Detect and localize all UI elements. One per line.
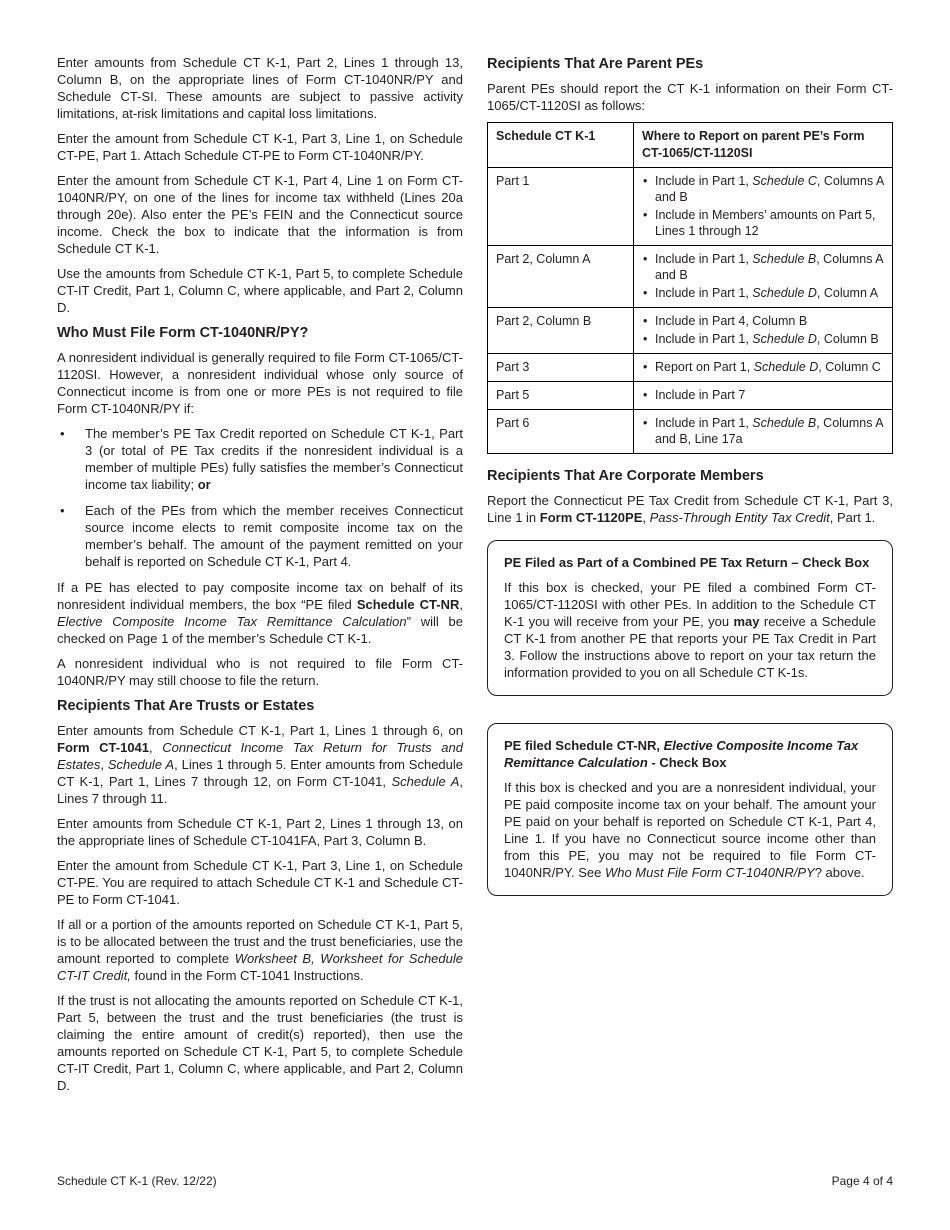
paragraph-trusts-part3: Enter the amount from Schedule CT K-1, Part 3, Line 1, on Schedule CT-PE. You are required to attach Schedule CT K-1 and Schedule CT-PE to Form CT-1041. bbox=[57, 858, 463, 907]
table-bullet-item: • Include in Part 4, Column B bbox=[642, 313, 884, 329]
bullet-item-pe-tax-credit: • The member’s PE Tax Credit reported on Schedule CT K-1, Part 3 (or total of PE Tax credits if the nonresident individual is a member of multiple PEs) fully satisfies the member’s Connecticut income tax liability; or bbox=[57, 425, 463, 493]
table-bullet-item: • Include in Part 1, Schedule D, Column B bbox=[642, 331, 884, 347]
table-bullet-item: • Include in Part 1, Schedule B, Columns A and B, Line 17a bbox=[642, 415, 884, 447]
table-row bbox=[488, 410, 893, 454]
paragraph-pe-filed-ct-nr: If a PE has elected to pay composite income tax on behalf of its nonresident individual members, the box “PE filed Schedule CT-NR, Elective Composite Income Tax Remittance Calculation” will be checked on Page 1 of the member’s Schedule CT K-1. bbox=[57, 580, 464, 646]
paragraph-corporate-members: Report the Connecticut PE Tax Credit from Schedule CT K-1, Part 3, Line 1 in Form CT-1120PE, Pass-Through Entity Tax Credit, Part 1. bbox=[487, 493, 893, 525]
section-heading-trusts-estates: Recipients That Are Trusts or Estates bbox=[57, 698, 315, 714]
paragraph-ct1040-part5: Use the amounts from Schedule CT K-1, Part 5, to complete Schedule CT-IT Credit, Part 1, Column C, where applicable, and Part 2, Column D. bbox=[57, 266, 463, 315]
page-footer bbox=[57, 1174, 893, 1188]
table-cell-bullet-list bbox=[642, 387, 884, 403]
table-row bbox=[488, 168, 893, 246]
paragraph-parent-pes-intro: Parent PEs should report the CT K-1 information on their Form CT-1065/CT-1120SI as follows: bbox=[487, 81, 893, 113]
reporting-table bbox=[487, 122, 893, 454]
table-cell-report bbox=[634, 382, 893, 410]
callout-combined-title: PE Filed as Part of a Combined PE Tax Return – Check Box bbox=[504, 555, 870, 570]
table-cell-bullet-list bbox=[642, 359, 884, 375]
table-cell-bullet-list bbox=[642, 415, 884, 447]
callout-combined-body: If this box is checked, your PE filed a combined Form CT-1065/CT-1120SI with other PEs. In addition to the Schedule CT K-1 you will receive from your PE, you may receive a Schedule CT K-1 from another PE that reports your PE Tax Credit in Part 3. Follow the instructions above to report on your tax return the information provided to you on all Schedule CT K-1s. bbox=[504, 580, 876, 680]
table-row bbox=[488, 382, 893, 410]
table-cell-bullet-list bbox=[642, 173, 884, 239]
table-header-where-to-report: Where to Report on parent PE’s Form CT-1065/CT-1120SI bbox=[634, 123, 893, 168]
table-cell-part: Part 3 bbox=[488, 354, 634, 382]
table-row bbox=[488, 354, 893, 382]
section-heading-parent-pes: Recipients That Are Parent PEs bbox=[487, 56, 704, 72]
table-cell-report bbox=[634, 410, 893, 454]
table-cell-report bbox=[634, 354, 893, 382]
paragraph-who-must-file-intro: A nonresident individual is generally required to file Form CT-1065/CT-1120SI. However, a nonresident individual whose only source of Connecticut income is from one or more PEs is not required to file Form CT-1040NR/PY if: bbox=[57, 350, 463, 416]
table-row bbox=[488, 246, 893, 308]
table-bullet-item: • Include in Part 1, Schedule B, Columns A and B bbox=[642, 251, 884, 283]
callout-combined-pe-return bbox=[487, 540, 893, 696]
table-cell-part: Part 2, Column A bbox=[488, 246, 634, 308]
reporting-table-head bbox=[488, 123, 893, 168]
section-heading-corporate-members: Recipients That Are Corporate Members bbox=[487, 468, 764, 484]
paragraph-may-still-file: A nonresident individual who is not required to file Form CT-1040NR/PY may still choose to file the return. bbox=[57, 656, 463, 688]
table-header-schedule: Schedule CT K-1 bbox=[488, 123, 634, 168]
paragraph-ct1040-part3: Enter the amount from Schedule CT K-1, Part 3, Line 1, on Schedule CT-PE, Part 1. Attach Schedule CT-PE to Form CT-1040NR/PY. bbox=[57, 131, 463, 163]
table-bullet-item: • Include in Part 1, Schedule C, Columns A and B bbox=[642, 173, 884, 205]
section-heading-who-must-file: Who Must File Form CT-1040NR/PY? bbox=[57, 325, 309, 341]
table-cell-report bbox=[634, 168, 893, 246]
paragraph-trusts-allocated: If all or a portion of the amounts reported on Schedule CT K-1, Part 5, is to be allocated between the trust and the trust beneficiaries, use the amount reported to complete Worksheet B, Worksheet for Schedule CT-IT Credit, found in the Form CT-1041 Instructions. bbox=[57, 917, 463, 983]
table-cell-part: Part 5 bbox=[488, 382, 634, 410]
table-bullet-item: • Include in Part 1, Schedule D, Column A bbox=[642, 285, 884, 301]
table-bullet-item: • Report on Part 1, Schedule D, Column C bbox=[642, 359, 884, 375]
bullet-list-exceptions bbox=[57, 425, 463, 570]
table-cell-bullet-list bbox=[642, 251, 884, 301]
paragraph-trusts-part1: Enter amounts from Schedule CT K-1, Part 1, Lines 1 through 6, on Form CT-1041, Connecticut Income Tax Return for Trusts and Estates, Schedule A, Lines 1 through 5. Enter amounts from Schedule CT K-1, Part 1, Lines 7 through 12, on Form CT-1041, Schedule A, Lines 7 through 11. bbox=[57, 723, 463, 806]
table-bullet-item: • Include in Part 7 bbox=[642, 387, 884, 403]
table-cell-bullet-list bbox=[642, 313, 884, 347]
footer-page-number: Page 4 of 4 bbox=[831, 1174, 893, 1188]
paragraph-trusts-not-allocating: If the trust is not allocating the amounts reported on Schedule CT K-1, Part 5, between the trust and the trust beneficiaries (the trust is claiming the entire amount of credit(s) reported), then use the amounts reported on Schedule CT K-1, Part 5, to complete Schedule CT-IT Credit, Part 1, Column C, where applicable, and Part 2, Column D. bbox=[57, 993, 463, 1093]
callout-ct-nr-checkbox bbox=[487, 723, 893, 896]
table-cell-report bbox=[634, 246, 893, 308]
table-bullet-item: • Include in Members’ amounts on Part 5, Lines 1 through 12 bbox=[642, 207, 884, 239]
right-column bbox=[487, 54, 893, 1102]
table-cell-part: Part 2, Column B bbox=[488, 308, 634, 354]
table-cell-part: Part 6 bbox=[488, 410, 634, 454]
callout-ct-nr-title: PE filed Schedule CT-NR, Elective Composite Income Tax Remittance Calculation - Check Box bbox=[504, 738, 859, 770]
left-column bbox=[57, 54, 463, 1102]
footer-doc-id: Schedule CT K-1 (Rev. 12/22) bbox=[57, 1174, 217, 1188]
table-cell-report bbox=[634, 308, 893, 354]
table-row bbox=[488, 308, 893, 354]
reporting-table-body bbox=[488, 168, 893, 454]
bullet-item-composite-tax: • Each of the PEs from which the member receives Connecticut source income elects to remit composite income tax on the member’s behalf. The amount of the payment remitted on your behalf is reported on Schedule CT K-1, Part 4. bbox=[57, 502, 463, 570]
paragraph-ct1040-part2: Enter amounts from Schedule CT K-1, Part 2, Lines 1 through 13, Column B, on the appropriate lines of Form CT-1040NR/PY and Schedule CT-SI. These amounts are subject to passive activity limitations, at-risk limitations and capital loss limitations. bbox=[57, 55, 463, 121]
paragraph-trusts-part2: Enter amounts from Schedule CT K-1, Part 2, Lines 1 through 13, on the appropriate lines of Schedule CT-1041FA, Part 3, Column B. bbox=[57, 816, 463, 848]
table-header-row bbox=[488, 123, 893, 168]
table-cell-part: Part 1 bbox=[488, 168, 634, 246]
callout-ct-nr-body: If this box is checked and you are a nonresident individual, your PE paid composite income tax on your behalf. The amount your PE paid on your behalf is reported on Schedule CT K-1, Part 4, Line 1. If you have no Connecticut source income other than from this PE, you may not be required to file Form CT-1040NR/PY. See Who Must File Form CT-1040NR/PY? above. bbox=[504, 780, 876, 880]
paragraph-ct1040-part4: Enter the amount from Schedule CT K-1, Part 4, Line 1 on Form CT-1040NR/PY, on one of the lines for income tax withheld (Lines 20a through 20e). Also enter the PE’s FEIN and the Connecticut source income. Check the box to indicate that the information is from Schedule CT K-1. bbox=[57, 173, 463, 256]
